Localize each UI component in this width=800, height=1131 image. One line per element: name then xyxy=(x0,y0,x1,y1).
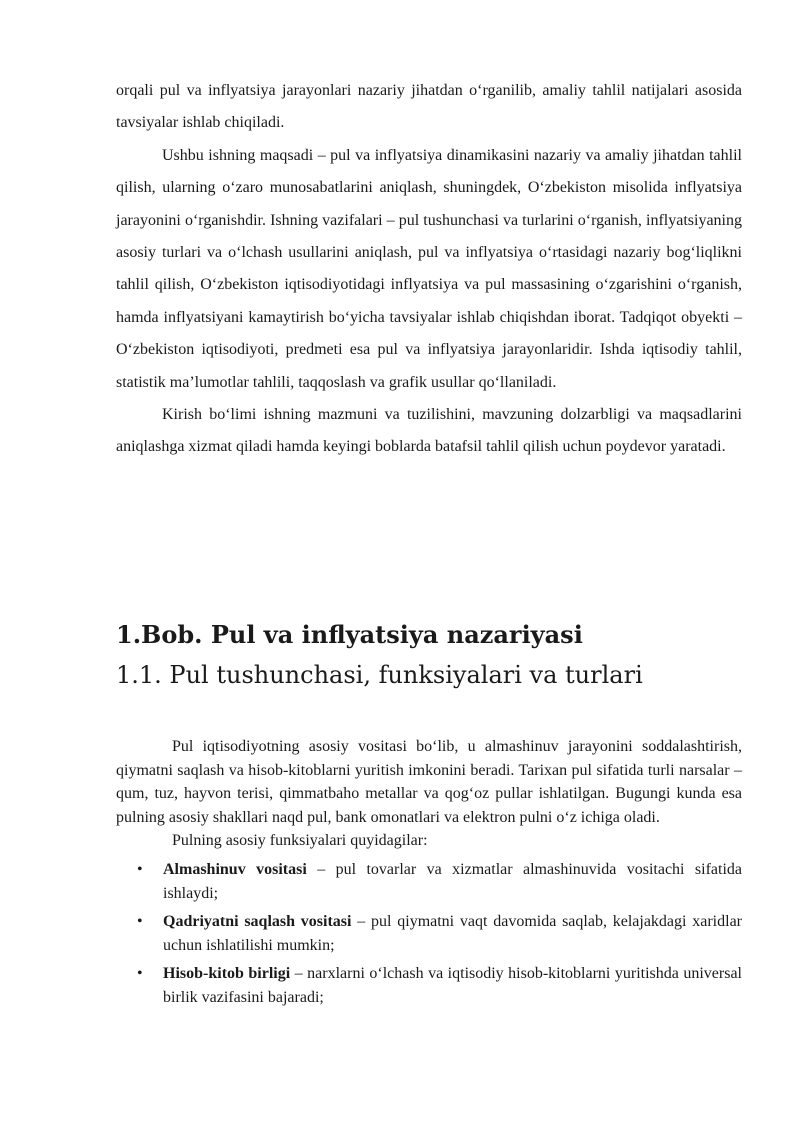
list-item-term: Qadriyatni saqlash vositasi xyxy=(163,913,352,931)
section-body xyxy=(116,735,742,1010)
intro-paragraph: orqali pul va inflyatsiya jarayonlari nazariy jihatdan oʻrganilib, amaliy tahlil natijalari asosida tavsiyalar ishlab chiqiladi. xyxy=(116,82,742,132)
bullet-icon: • xyxy=(137,860,143,878)
list-item xyxy=(137,858,742,905)
list-item-term: Almashinuv vositasi xyxy=(163,860,307,878)
section-title: 1.1. Pul tushunchasi, funksiyalari va turlari xyxy=(116,661,643,689)
intro-paragraph: Ushbu ishning maqsadi – pul va inflyatsiya dinamikasini nazariy va amaliy jihatdan tahlil qilish, ularning oʻzaro munosabatlarini aniqlash, shuningdek, Oʻzbekiston misolida inflyatsiya jarayonini oʻrganishdir. Ishning vazifalari – pul tushunchasi va turlarini oʻrganish, inflyatsiyaning asosiy turlari va oʻlchash usullarini aniqlash, pul va inflyatsiya oʻrtasidagi nazariy bogʻliqlikni tahlil qilish, Oʻzbekiston iqtisodiyotidagi inflyatsiya va pul massasining oʻzgarishini oʻrganish, hamda inflyatsiyani kamaytirish boʻyicha tavsiyalar ishlab chiqishdan iborat. Tadqiqot obyekti – Oʻzbekiston iqtisodiyoti, predmeti esa pul va inflyatsiya jarayonlaridir. Ishda iqtisodiy tahlil, statistik maʼlumotlar tahlili, taqqoslash va grafik usullar qoʻllaniladi. xyxy=(116,146,742,391)
list-item xyxy=(137,962,742,1009)
list-item-description: – narxlarni oʻlchash va iqtisodiy hisob-kitoblarni yuritishda universal birlik vazifasini bajaradi; xyxy=(163,965,742,1006)
bullet-icon: • xyxy=(137,913,143,931)
chapter-title: 1.Bob. Pul va inflyatsiya nazariyasi xyxy=(116,620,583,649)
functions-list xyxy=(116,858,742,1010)
list-item-description: – pul tovarlar va xizmatlar almashinuvida vositachi sifatida ishlaydi; xyxy=(163,860,742,902)
bullet-icon: • xyxy=(137,965,143,983)
list-item-description: – pul qiymatni vaqt davomida saqlab, kelajakdagi xaridlar uchun ishlatilishi mumkin; xyxy=(163,913,742,954)
intro-paragraph: Kirish boʻlimi ishning mazmuni va tuzilishini, mavzuning dolzarbligi va maqsadlarini aniqlashga xizmat qiladi hamda keyingi boblarda batafsil tahlil qilish uchun poydevor yaratadi. xyxy=(116,406,742,456)
body-paragraph: Pul iqtisodiyotning asosiy vositasi boʻlib, u almashinuv jarayonini soddalashtirish, qiymatni saqlash va hisob-kitoblarni yuritish imkonini beradi. Tarixan pul sifatida turli narsalar – qum, tuz, hayvon terisi, qimmatbaho metallar va qogʻoz pullar ishlatilgan. Bugungi kunda esa pulning asosiy shakllari naqd pul, bank omonatlari va elektron pulni oʻz ichiga oladi. xyxy=(116,738,742,826)
intro-block xyxy=(116,75,742,464)
list-item xyxy=(137,910,742,957)
list-item-term: Hisob-kitob birligi xyxy=(163,965,291,983)
body-paragraph: Pulning asosiy funksiyalari quyidagilar: xyxy=(172,832,428,850)
